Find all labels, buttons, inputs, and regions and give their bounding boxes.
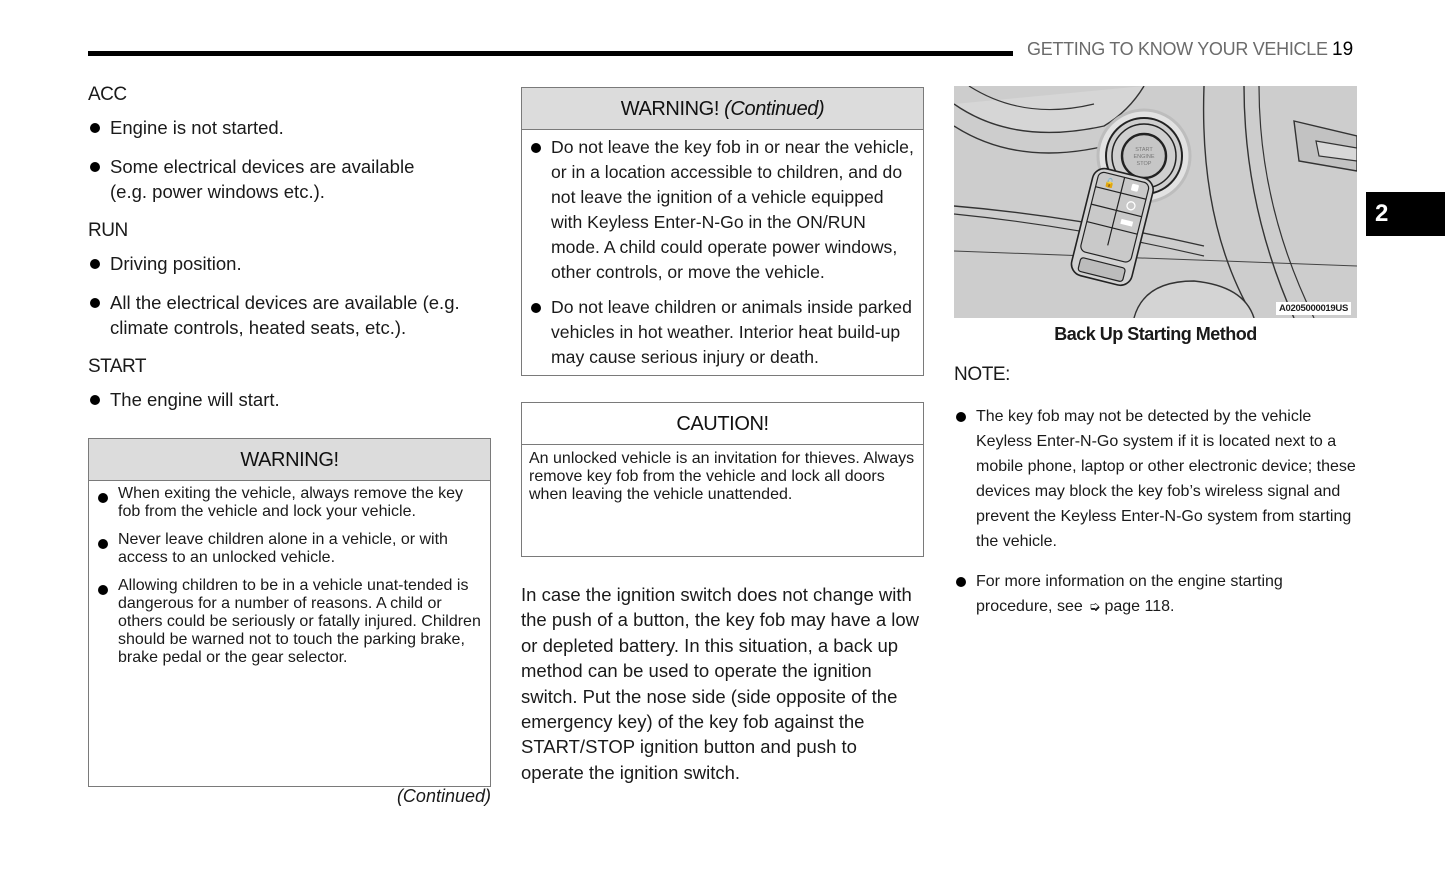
section-title: GETTING TO KNOW YOUR VEHICLE	[1027, 39, 1328, 59]
column-1	[88, 82, 491, 426]
run-list	[88, 251, 491, 340]
list-item: Some electrical devices are available (e.g. power windows etc.).	[88, 154, 440, 204]
list-item: When exiting the vehicle, always remove the key fob from the vehicle and lock your vehicle.	[96, 485, 482, 521]
list-item	[954, 569, 1357, 619]
caution-body: An unlocked vehicle is an invitation for thieves. Always remove key fob from the vehicle and lock all doors when leaving the vehicle unattended.	[529, 450, 915, 503]
caution-box	[521, 402, 924, 557]
page-number: 19	[1332, 39, 1354, 60]
unlock-icon: 🔓	[1103, 176, 1117, 190]
list-item: Driving position.	[88, 251, 491, 276]
section-heading-acc: ACC	[88, 84, 127, 105]
section-heading-run: RUN	[88, 220, 128, 241]
list-item: Do not leave children or animals inside parked vehicles in hot weather. Interior heat build-up may cause serious injury or death.	[529, 295, 915, 370]
warning-title-suffix: (Continued)	[724, 98, 825, 120]
note-list	[954, 404, 1357, 634]
warning-continued-box	[521, 87, 924, 376]
warning-title: WARNING!	[89, 439, 490, 481]
list-item: Allowing children to be in a vehicle unat-tended is dangerous for a number of reasons. A child or others could be seriously or fatally injured. Children should be warned not to touch the parking brake, brake pedal or the gear selector.	[96, 577, 482, 667]
warning-box	[88, 438, 491, 787]
caution-title: CAUTION!	[522, 403, 923, 445]
header-rule	[88, 51, 1013, 56]
warning-title-text: WARNING!	[620, 98, 719, 120]
list-item: All the electrical devices are available (e.g. climate controls, heated seats, etc.).	[88, 290, 465, 340]
warning-continued-title	[522, 88, 923, 130]
list-item: Do not leave the key fob in or near the vehicle, or in a location accessible to children, and do not leave the ignition of a vehicle equipped with Keyless Enter-N-Go in the ON/RUN mode. A child could operate power windows, other controls, or move the vehicle.	[529, 135, 915, 285]
figure-code: A0205000019US	[1276, 302, 1351, 315]
list-item: Engine is not started.	[88, 115, 491, 140]
engine-label: ENGINE	[1133, 154, 1155, 160]
page-reference-link[interactable]: page 118.	[1104, 598, 1175, 615]
key-fob-ignition-illustration	[954, 86, 1357, 318]
note-label: NOTE:	[954, 364, 1011, 385]
arrow-right-icon: ➭	[1088, 598, 1101, 614]
warning-body	[89, 481, 490, 683]
section-heading-start: START	[88, 356, 147, 377]
chapter-tab[interactable]: 2	[1366, 192, 1445, 236]
stop-label: STOP	[1136, 161, 1152, 167]
xref-text: For more information on the engine starting procedure, see	[976, 573, 1283, 615]
list-item: Never leave children alone in a vehicle, or with access to an unlocked vehicle.	[96, 531, 482, 567]
start-list	[88, 387, 491, 412]
acc-list	[88, 115, 491, 204]
backup-method-paragraph: In case the ignition switch does not change with the push of a button, the key fob may have a low or depleted battery. In this situation, a back up method can be used to operate the ignition switch. Put the nose side (side opposite of the emergency key) of the key fob against the START/STOP ignition button and push to operate the ignition switch.	[521, 584, 920, 783]
backup-starting-illustration	[954, 86, 1357, 318]
start-label: START	[1135, 147, 1153, 153]
list-item: The engine will start.	[88, 387, 491, 412]
warning-continued-body	[522, 130, 923, 386]
continued-label: (Continued)	[396, 786, 491, 806]
figure-caption: Back Up Starting Method	[1054, 324, 1257, 344]
list-item: The key fob may not be detected by the vehicle Keyless Enter-N-Go system if it is located next to a mobile phone, laptop or other electronic device; these devices may block the key fob’s wireless signal and prevent the Keyless Enter-N-Go system from starting the vehicle.	[954, 404, 1357, 554]
